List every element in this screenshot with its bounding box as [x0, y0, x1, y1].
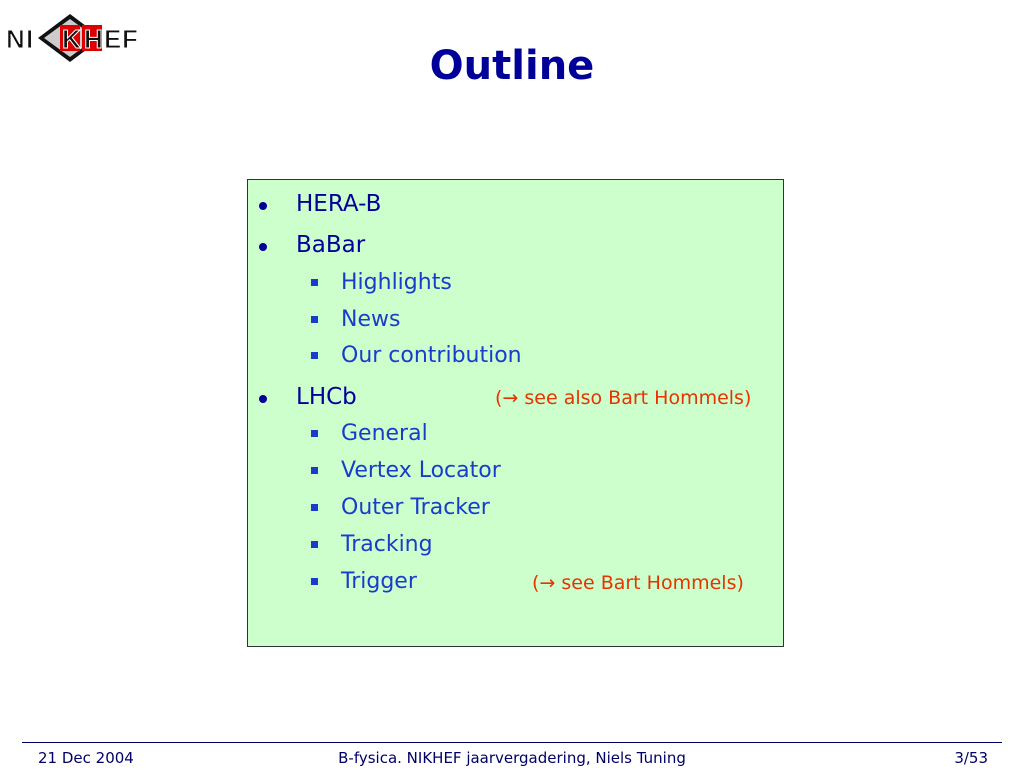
- outline-item-lhcb: [296, 382, 357, 412]
- outline-item-label: HERA-B: [296, 191, 382, 217]
- square-bullet-icon: [311, 467, 318, 474]
- svg-text:H: H: [84, 24, 103, 54]
- trigger-note: (→ see Bart Hommels): [532, 572, 744, 594]
- outline-subitem-label: Our contribution: [341, 343, 522, 368]
- bullet-icon: [259, 395, 267, 403]
- footer-title: B-fysica. NIKHEF jaarvergadering, Niels Tuning: [338, 749, 686, 767]
- svg-text:E: E: [104, 24, 122, 54]
- square-bullet-icon: [311, 541, 318, 548]
- outline-item-hera-b: [296, 189, 381, 219]
- footer-page-number: 3/53: [954, 749, 988, 767]
- outline-subitem-trigger: [341, 567, 417, 597]
- outline-subitem-outer-tracker: [341, 493, 490, 523]
- svg-text:I: I: [26, 24, 34, 54]
- square-bullet-icon: [311, 316, 318, 323]
- outline-subitem-general: [341, 419, 428, 449]
- outline-subitem-our-contribution: [341, 341, 522, 371]
- slide-title: Outline: [429, 43, 595, 89]
- outline-subitem-news: [341, 305, 400, 335]
- outline-subitem-label: Trigger: [341, 569, 417, 594]
- outline-subitem-vertex-locator: [341, 456, 501, 486]
- outline-subitem-label: Vertex Locator: [341, 458, 501, 483]
- outline-item-label: BaBar: [296, 232, 366, 258]
- footer-date: 21 Dec 2004: [38, 749, 134, 767]
- bullet-icon: [259, 202, 267, 210]
- lhcb-note: (→ see also Bart Hommels): [495, 387, 752, 409]
- outline-item-babar: [296, 230, 365, 260]
- square-bullet-icon: [311, 578, 318, 585]
- square-bullet-icon: [311, 504, 318, 511]
- outline-subitem-label: News: [341, 307, 401, 332]
- square-bullet-icon: [311, 352, 318, 359]
- outline-subitem-tracking: [341, 530, 433, 560]
- outline-subitem-label: Highlights: [341, 270, 452, 295]
- svg-text:K: K: [62, 24, 81, 54]
- svg-text:N: N: [6, 24, 25, 54]
- outline-subitem-label: Tracking: [341, 532, 433, 557]
- square-bullet-icon: [311, 279, 318, 286]
- svg-text:F: F: [122, 24, 138, 54]
- square-bullet-icon: [311, 430, 318, 437]
- outline-subitem-label: General: [341, 421, 428, 446]
- outline-item-label: LHCb: [296, 384, 357, 410]
- footer-divider: [22, 742, 1002, 743]
- outline-subitem-highlights: [341, 268, 452, 298]
- outline-subitem-label: Outer Tracker: [341, 495, 490, 520]
- bullet-icon: [259, 243, 267, 251]
- outline-box: [247, 179, 784, 647]
